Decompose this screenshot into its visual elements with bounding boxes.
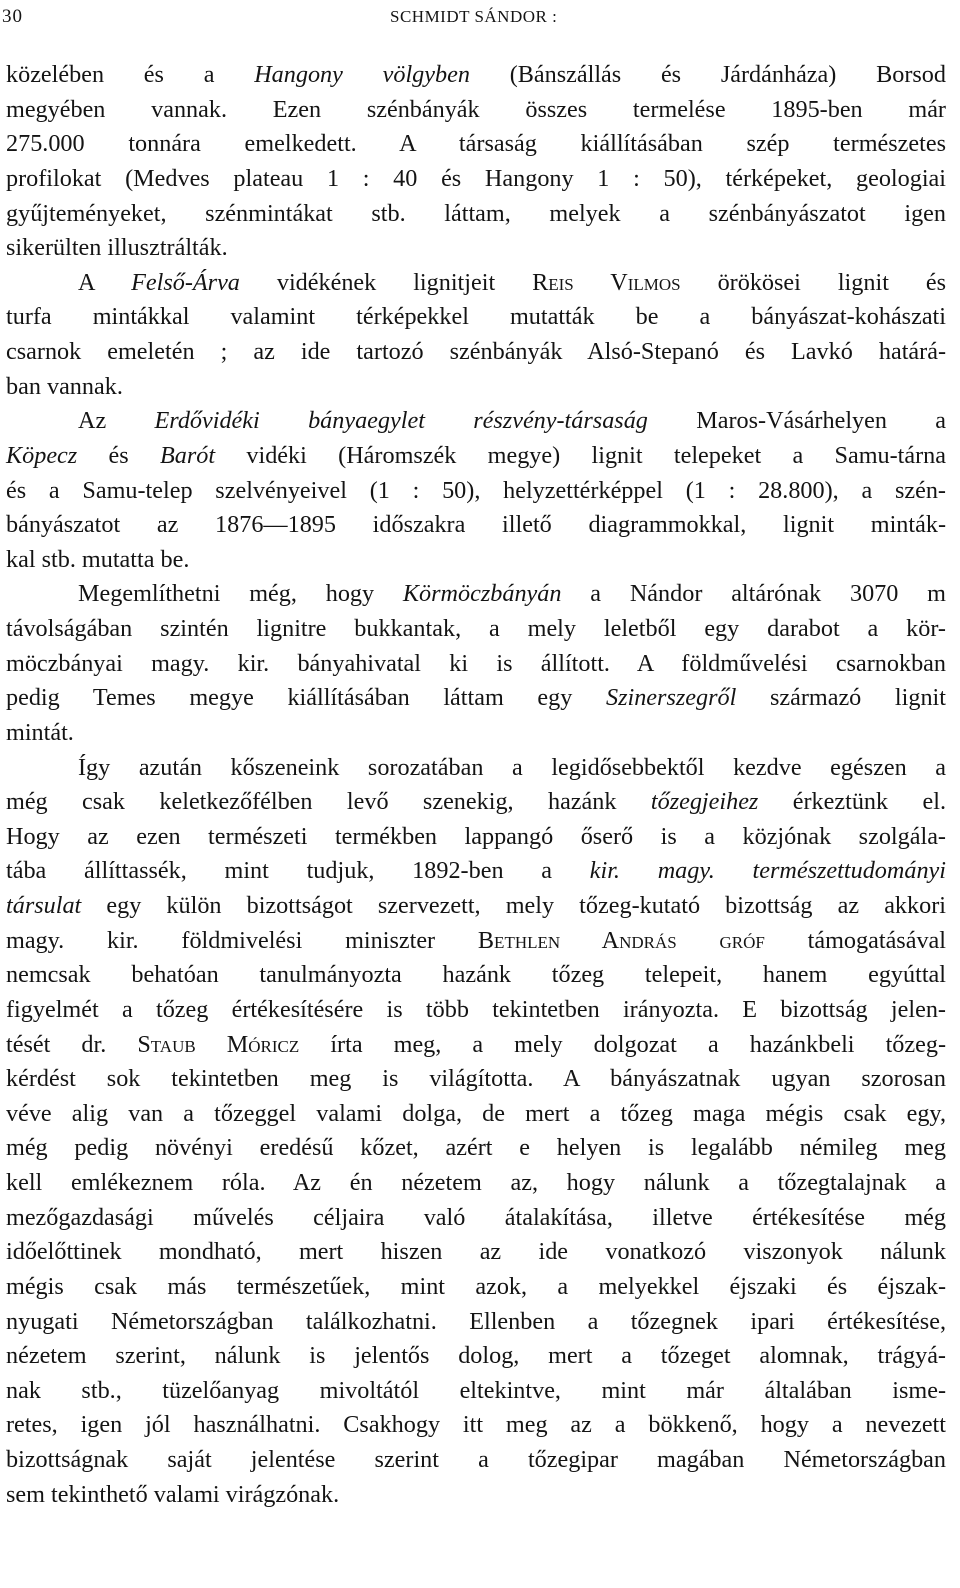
text-line bbox=[6, 1478, 946, 1513]
italic-text: Köpecz bbox=[6, 441, 78, 469]
paragraph bbox=[6, 58, 946, 266]
text-line bbox=[6, 1097, 946, 1132]
text-line bbox=[6, 127, 946, 162]
text-run: bizottságnak saját jelentése szerint a tőzegipar magában Németországban bbox=[6, 1446, 946, 1473]
text-run: ban vannak. bbox=[6, 372, 123, 400]
text-line bbox=[6, 716, 946, 751]
text-run: kell emlékeznem róla. Az én nézetem az, hogy nálunk a tőzegtalajnak a bbox=[6, 1169, 946, 1196]
text-run: Hogy az ezen természeti termékben lappangó őserő is a közjónak szolgála- bbox=[6, 822, 946, 850]
text-line bbox=[6, 93, 946, 128]
text-run: származó lignit bbox=[736, 684, 946, 712]
text-line bbox=[6, 1270, 946, 1305]
text-run: egy külön bizottságot szervezett, mely tőzeg-kutató bizottság az akkori bbox=[81, 892, 946, 919]
text-line bbox=[6, 300, 946, 335]
text-run: magy. kir. földmivelési miniszter bbox=[6, 926, 478, 954]
text-run: időelőttinek mondható, mert hiszen az ide vonatkozó viszonyok nálunk bbox=[6, 1238, 946, 1266]
text-line bbox=[6, 1028, 946, 1063]
text-run: sikerülten illusztrálták. bbox=[6, 234, 228, 262]
text-run: érkeztünk el. bbox=[758, 788, 946, 816]
text-run: vidéki (Háromszék megye) lignit telepeket a Samu-tárna bbox=[215, 441, 946, 469]
text-line bbox=[6, 266, 946, 301]
text-line bbox=[6, 197, 946, 232]
text-run: 275.000 tonnára emelkedett. A társaság kiállításában szép természetes bbox=[6, 130, 946, 158]
text-run: a Nándor altárónak 3070 m bbox=[561, 580, 946, 608]
text-run: tába állíttassék, mint tudjuk, 1892-ben a bbox=[6, 857, 590, 885]
text-line bbox=[6, 370, 946, 405]
page-number: 30 bbox=[2, 6, 23, 27]
paragraph bbox=[6, 751, 946, 1513]
text-line bbox=[6, 543, 946, 578]
text-line bbox=[6, 1339, 946, 1374]
running-head: SCHMIDT SÁNDOR : bbox=[390, 7, 558, 26]
text-run: nak stb., tüzelőanyag mivoltától eltekintve, mint már általában isme- bbox=[6, 1376, 946, 1404]
text-run: tését dr. bbox=[6, 1030, 138, 1058]
text-line bbox=[6, 162, 946, 197]
italic-text: Felső-Árva bbox=[131, 268, 240, 296]
text-run: kérdést sok tekintetben meg is világította. A bányászatnak ugyan szorosan bbox=[6, 1065, 946, 1093]
text-run: mégis csak más természetűek, mint azok, a melyekkel éjszaki és éjszak- bbox=[6, 1272, 946, 1300]
paragraph bbox=[6, 266, 946, 405]
text-line bbox=[6, 854, 946, 889]
text-run: még pedig növényi eredésű kőzet, azért e helyen is legalább némileg meg bbox=[6, 1134, 946, 1162]
text-run: vidékének lignitjeit bbox=[239, 268, 533, 296]
italic-text: Barót bbox=[159, 441, 216, 469]
text-line bbox=[6, 993, 946, 1028]
text-line bbox=[6, 577, 946, 612]
text-run: möczbányai magy. kir. bányahivatal ki is állított. A földművelési csarnokban bbox=[6, 649, 946, 677]
text-run: Maros-Vásárhelyen a bbox=[647, 407, 947, 435]
text-line bbox=[6, 1305, 946, 1340]
text-line bbox=[6, 889, 946, 924]
text-run: Megemlíthetni még, hogy bbox=[78, 580, 403, 608]
text-run: pedig Temes megye kiállításában láttam egy bbox=[6, 684, 606, 712]
text-line bbox=[6, 474, 946, 509]
text-run: megyében vannak. Ezen szénbányák összes termelése 1895-ben már bbox=[6, 95, 946, 123]
text-line bbox=[6, 612, 946, 647]
text-run: gyűjteményeket, szénmintákat stb. láttam, melyek a szénbányászatot igen bbox=[6, 199, 946, 227]
text-run: távolságában szintén lignitre bukkantak, a mely leletből egy darabot a kör- bbox=[6, 615, 946, 642]
italic-text: kir. magy. természettudományi bbox=[589, 857, 946, 885]
text-run: támogatásával bbox=[764, 926, 947, 954]
text-line bbox=[6, 785, 946, 820]
text-line bbox=[6, 1166, 946, 1201]
paragraph bbox=[6, 577, 946, 750]
text-line bbox=[6, 404, 946, 439]
text-run: Az bbox=[78, 407, 155, 435]
text-run: Így azután kőszeneink sorozatában a legidősebbektől kezdve egészen a bbox=[78, 753, 946, 781]
text-run: A bbox=[78, 268, 132, 296]
text-line bbox=[6, 439, 946, 474]
small-caps-name: Reis Vilmos bbox=[532, 268, 681, 296]
italic-text: Körmöczbányán bbox=[402, 580, 562, 608]
page-header bbox=[0, 2, 960, 34]
text-line bbox=[6, 681, 946, 716]
text-run: véve alig van a tőzeggel valami dolga, de mert a tőzeg maga mégis csak egy, bbox=[6, 1099, 946, 1127]
text-run: nyugati Németországban találkozhatni. Ellenben a tőzegnek ipari értékesítése, bbox=[6, 1307, 946, 1335]
text-run: örökösei lignit és bbox=[680, 268, 947, 296]
small-caps-name: Staub Móricz bbox=[137, 1030, 300, 1058]
text-line bbox=[6, 508, 946, 543]
text-line bbox=[6, 751, 946, 786]
text-run: közelében és a bbox=[6, 61, 255, 88]
italic-text: tőzegjeihez bbox=[650, 788, 759, 816]
text-line bbox=[6, 1408, 946, 1443]
text-line bbox=[6, 1201, 946, 1236]
text-line bbox=[6, 1374, 946, 1409]
text-line bbox=[6, 958, 946, 993]
text-line bbox=[6, 1131, 946, 1166]
text-run: bányászatot az 1876—1895 időszakra illető diagrammokkal, lignit minták- bbox=[6, 511, 946, 539]
text-run: mintát. bbox=[6, 718, 74, 746]
text-run: turfa mintákkal valamint térképekkel mutatták be a bányászat-kohászati bbox=[6, 303, 946, 331]
text-run: kal stb. mutatta be. bbox=[6, 545, 190, 573]
text-run: és bbox=[77, 441, 160, 469]
text-line bbox=[6, 1235, 946, 1270]
text-run: csarnok emeletén ; az ide tartozó szénbányák Alsó-Stepanó és Lavkó határá- bbox=[6, 338, 946, 365]
text-line bbox=[6, 231, 946, 266]
text-run: profilokat (Medves plateau 1 : 40 és Hangony 1 : 50), térképeket, geologiai bbox=[6, 164, 946, 192]
italic-text: Hangony völgyben bbox=[254, 61, 470, 88]
text-line bbox=[6, 58, 946, 93]
text-line bbox=[6, 1443, 946, 1478]
text-run: sem tekinthető valami virágzónak. bbox=[6, 1480, 340, 1508]
paragraph bbox=[6, 404, 946, 577]
text-run: még csak keletkezőfélben levő szenekig, hazánk bbox=[6, 788, 651, 816]
text-run: mezőgazdasági művelés céljaira való átalakítása, illetve értékesítése még bbox=[6, 1203, 946, 1231]
small-caps-name: Bethlen András gróf bbox=[477, 926, 765, 954]
text-run: figyelmét a tőzeg értékesítésére is több tekintetben irányozta. E bizottság jelen- bbox=[6, 995, 946, 1023]
text-line bbox=[6, 1062, 946, 1097]
text-run: (Bánszállás és Járdánháza) Borsod bbox=[469, 61, 946, 88]
italic-text: Szinerszegről bbox=[605, 684, 737, 712]
body-text bbox=[6, 58, 946, 1512]
text-line bbox=[6, 335, 946, 370]
text-line bbox=[6, 820, 946, 855]
text-line bbox=[6, 924, 946, 959]
italic-text: társulat bbox=[6, 892, 82, 919]
italic-text: Erdővidéki bányaegylet részvény-társaság bbox=[154, 407, 648, 435]
text-run: nemcsak behatóan tanulmányozta hazánk tőzeg telepeit, hanem egyúttal bbox=[6, 961, 946, 989]
text-run: retes, igen jól használhatni. Csakhogy itt meg az a bökkenő, hogy a nevezett bbox=[6, 1411, 946, 1439]
text-run: írta meg, a mely dolgozat a hazánkbeli tőzeg- bbox=[299, 1030, 947, 1058]
text-run: és a Samu-telep szelvényeivel (1 : 50), helyzettérképpel (1 : 28.800), a szén- bbox=[6, 476, 946, 504]
text-line bbox=[6, 647, 946, 682]
text-run: nézetem szerint, nálunk is jelentős dolog, mert a tőzeget alomnak, trágyá- bbox=[6, 1342, 946, 1370]
